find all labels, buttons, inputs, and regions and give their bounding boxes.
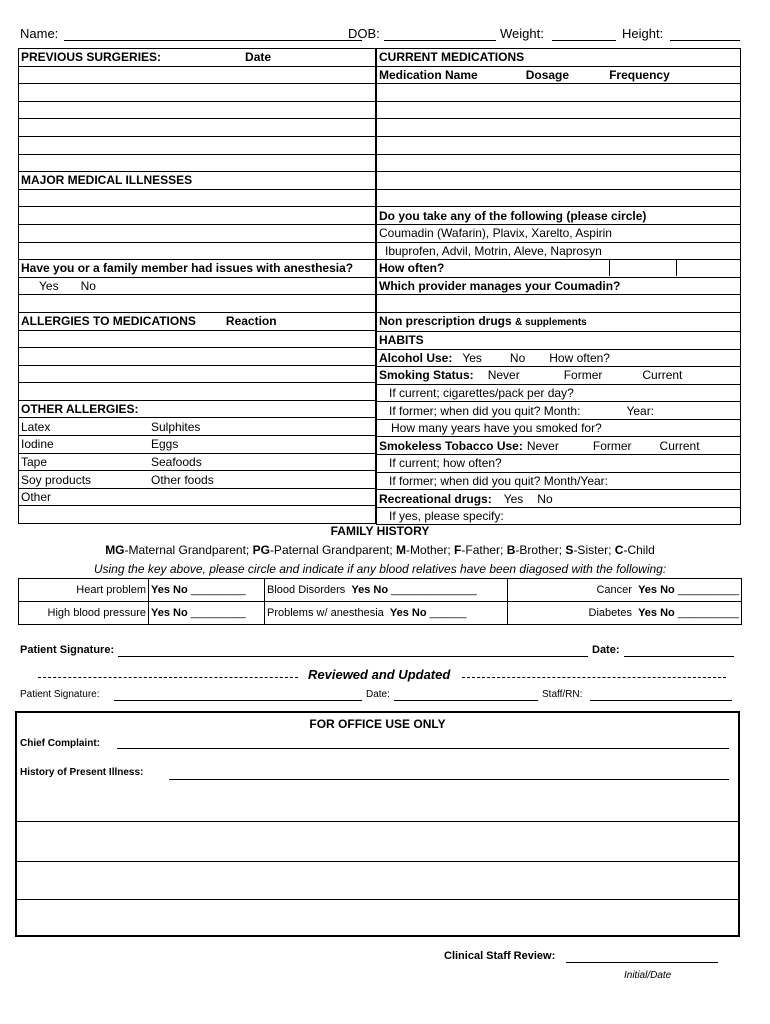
how-often-row[interactable]: How often? — [377, 260, 741, 278]
smokeless-row[interactable]: Smokeless Tobacco Use: Never Former Current — [377, 437, 741, 455]
illness-row[interactable] — [19, 224, 376, 242]
allergy-item-row[interactable]: Tape Seafoods — [19, 453, 376, 471]
allergy-row[interactable] — [19, 365, 376, 383]
other-allergies-header: OTHER ALLERGIES: — [19, 400, 376, 418]
family-history-table — [18, 578, 742, 625]
current-meds-header: CURRENT MEDICATIONS — [377, 49, 741, 67]
recreational-row[interactable]: Recreational drugs: Yes No — [377, 490, 741, 508]
drug-options-2[interactable]: Ibuprofen, Advil, Motrin, Aleve, Naprosyn — [377, 242, 741, 260]
illness-row[interactable] — [19, 242, 376, 260]
anesthesia-question: Have you or a family member had issues with anesthesia? — [19, 260, 376, 278]
allergy-row[interactable] — [19, 330, 376, 348]
allergy-item-row[interactable]: Latex Sulphites — [19, 418, 376, 436]
surgery-row[interactable] — [19, 119, 376, 137]
allergy-item-row[interactable]: Iodine Eggs — [19, 436, 376, 454]
allergy-item-row[interactable]: Other — [19, 488, 376, 506]
reviewed-updated: Reviewed and Updated — [308, 667, 451, 682]
packs-row[interactable]: If current; cigarettes/pack per day? — [377, 384, 741, 402]
smoking-row[interactable]: Smoking Status: Never Former Current — [377, 367, 741, 385]
hbp-answer[interactable]: Yes No _________ — [149, 602, 265, 625]
surgery-row[interactable] — [19, 101, 376, 119]
hpi-line[interactable] — [17, 861, 738, 862]
dob-label: DOB: — [348, 26, 380, 41]
alcohol-row[interactable]: Alcohol Use: Yes No How often? — [377, 349, 741, 367]
staff-field[interactable] — [590, 700, 732, 701]
med-row[interactable] — [377, 136, 741, 154]
reviewed-divider-left — [38, 677, 298, 678]
anesthesia-answer[interactable]: Yes No — [19, 277, 376, 295]
initial-date-label: Initial/Date — [624, 970, 672, 981]
drug-options-1[interactable]: Coumadin (Wafarin), Plavix, Xarelto, Aspirin — [377, 224, 741, 242]
years-smoked-row[interactable]: How many years have you smoked for? — [377, 419, 741, 437]
meds-columns: Medication Name Dosage Frequency — [377, 66, 741, 84]
anesthesia-problems-cell[interactable]: Problems w/ anesthesia Yes No ______ — [265, 602, 508, 625]
review-date-label: Date: — [366, 689, 390, 700]
med-row[interactable] — [377, 189, 741, 207]
family-history-title: FAMILY HISTORY — [330, 524, 430, 538]
reviewed-divider-right — [462, 677, 726, 678]
family-key: MG-Maternal Grandparent; PG-Paternal Grandparent; M-Mother; F-Father; B-Brother; S-Sister; C-Child — [105, 543, 655, 557]
clinical-staff-review: Clinical Staff Review: — [444, 950, 556, 962]
allergy-row[interactable] — [19, 348, 376, 366]
signature-date-label: Date: — [592, 644, 620, 656]
allergy-row[interactable] — [19, 383, 376, 401]
how-often-box[interactable] — [609, 260, 677, 277]
clinical-review-field[interactable] — [566, 962, 718, 963]
allergy-blank-row[interactable] — [19, 506, 376, 524]
spacer-row — [19, 154, 376, 172]
patient-signature-field[interactable] — [118, 656, 588, 657]
hbp-label: High blood pressure — [19, 602, 149, 625]
spacer-row — [19, 295, 376, 313]
surgery-row[interactable] — [19, 136, 376, 154]
left-table — [18, 48, 376, 524]
blood-disorders-cell[interactable]: Blood Disorders Yes No ______________ — [265, 579, 508, 602]
hpi-line[interactable] — [17, 821, 738, 822]
illness-row[interactable] — [19, 189, 376, 207]
heart-problem-answer[interactable]: Yes No _________ — [149, 579, 265, 602]
allergy-item-row[interactable]: Soy products Other foods — [19, 471, 376, 489]
office-use-title: FOR OFFICE USE ONLY — [309, 717, 446, 731]
diabetes-cell[interactable]: Diabetes Yes No __________ — [508, 602, 742, 625]
patient-signature-row: Patient Signature: Date: — [20, 644, 740, 660]
signature-date-field[interactable] — [624, 656, 734, 657]
smokeless-current-row[interactable]: If current; how often? — [377, 455, 741, 473]
take-following: Do you take any of the following (please circle) — [377, 207, 741, 225]
major-illnesses-header: MAJOR MEDICAL ILLNESSES — [19, 172, 376, 190]
name-field[interactable] — [64, 40, 362, 41]
provider-answer[interactable] — [377, 295, 741, 313]
chief-complaint-field[interactable] — [117, 748, 729, 749]
weight-label: Weight: — [500, 26, 544, 41]
name-label: Name: — [20, 26, 59, 41]
staff-label: Staff/RN: — [542, 689, 583, 700]
height-field[interactable] — [670, 40, 740, 41]
review-signature-field[interactable] — [114, 700, 362, 701]
med-row[interactable] — [377, 119, 741, 137]
nonrx-row: Non prescription drugs & supplements — [377, 312, 741, 331]
hpi-line[interactable] — [17, 899, 738, 900]
surgery-row[interactable] — [19, 66, 376, 84]
chief-complaint-label: Chief Complaint: — [20, 738, 100, 749]
allergies-meds-header: ALLERGIES TO MEDICATIONS Reaction — [19, 312, 376, 330]
heart-problem-label: Heart problem — [19, 579, 149, 602]
height-label: Height: — [622, 26, 664, 41]
med-row[interactable] — [377, 101, 741, 119]
family-instruction: Using the key above, please circle and indicate if any blood relatives have been diagosed with the following: — [93, 562, 667, 576]
med-row[interactable] — [377, 84, 741, 102]
illness-row[interactable] — [19, 207, 376, 225]
cancer-cell[interactable]: Cancer Yes No __________ — [508, 579, 742, 602]
surgery-row[interactable] — [19, 84, 376, 102]
med-row[interactable] — [377, 172, 741, 190]
header-row — [20, 26, 740, 44]
specify-row[interactable]: If yes, please specify: — [377, 507, 741, 525]
quit-row[interactable]: If former; when did you quit? Month: Year: — [377, 402, 741, 420]
hpi-label: History of Present Illness: — [20, 767, 144, 778]
weight-field[interactable] — [552, 40, 616, 41]
review-signature-row: Patient Signature: Date: Staff/RN: — [20, 689, 740, 705]
habits-header: HABITS — [377, 331, 741, 349]
provider-question: Which provider manages your Coumadin? — [377, 277, 741, 295]
review-date-field[interactable] — [394, 700, 538, 701]
smokeless-former-row[interactable]: If former; when did you quit? Month/Year: — [377, 472, 741, 490]
office-use-box — [15, 711, 740, 937]
prev-surgeries-header: PREVIOUS SURGERIES: Date — [19, 49, 376, 67]
hpi-field[interactable] — [169, 779, 729, 780]
right-table — [376, 48, 741, 525]
med-row[interactable] — [377, 154, 741, 172]
dob-field[interactable] — [384, 40, 496, 41]
